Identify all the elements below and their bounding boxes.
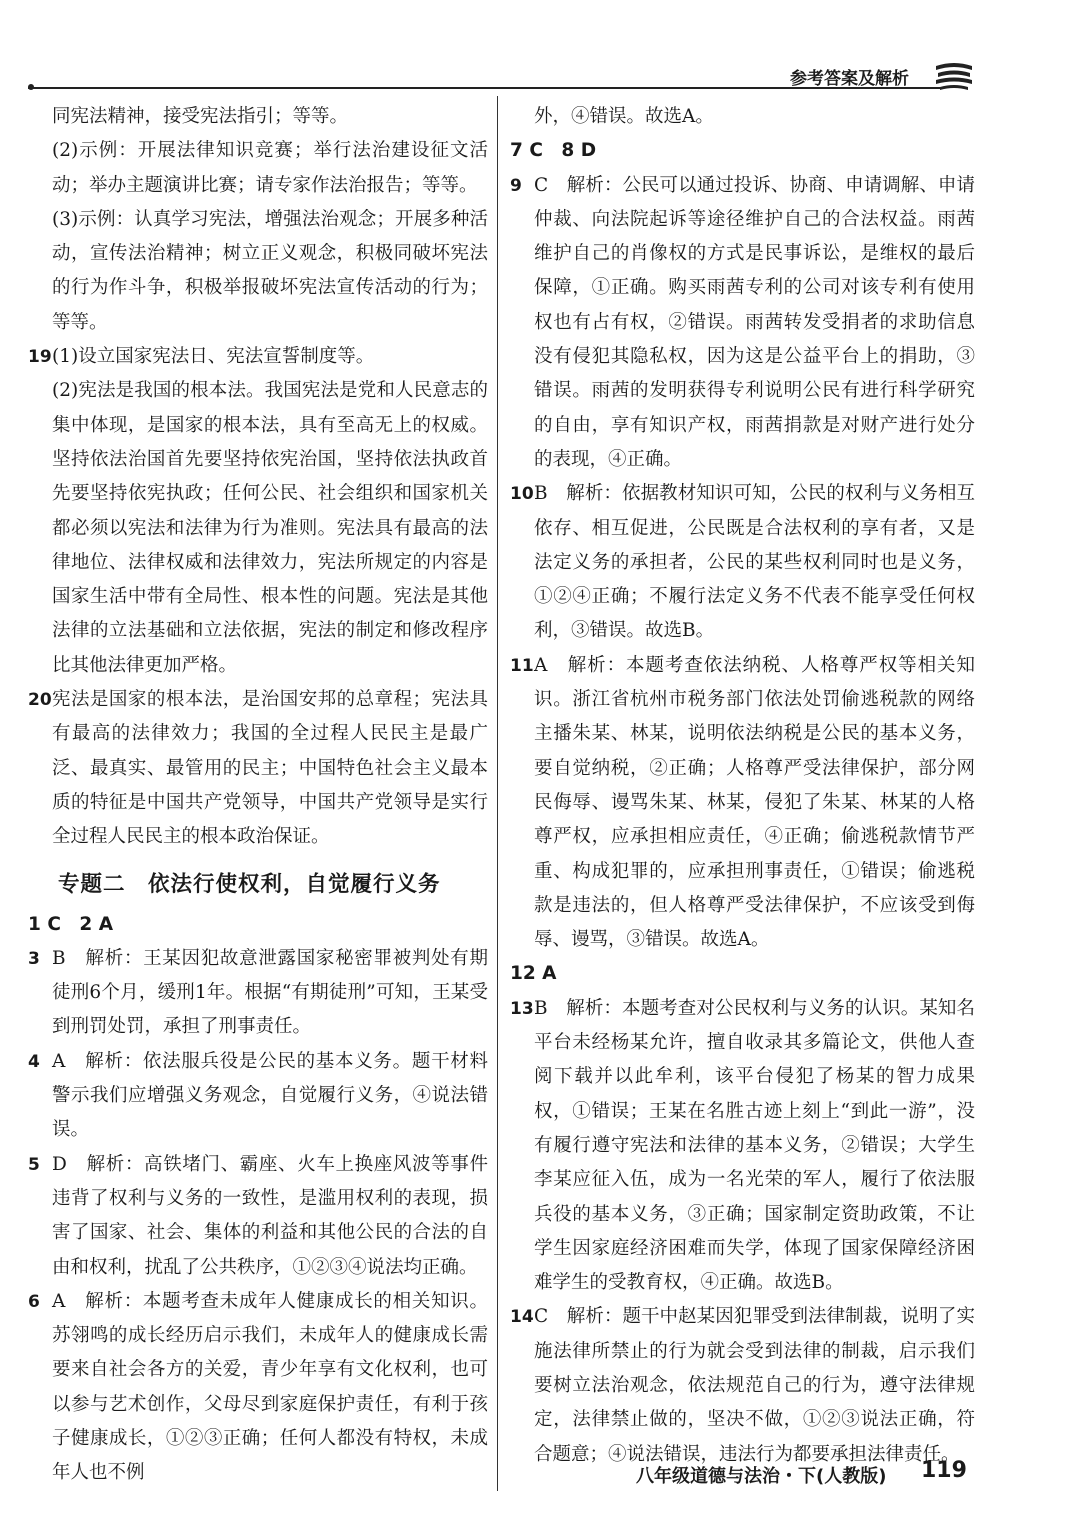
answer-text: C 解析：公民可以通过投诉、协商、申请调解、申请仲裁、向法院起诉等途径维护自己的合法权益。雨茜维护自己的肖像权的方式是民事诉讼，是维权的最后保障，①正确。购买雨茜专利的公司对该专利有使用权也有占有权，②错误。雨茜转发受捐者的求助信息没有侵犯其隐私权，因为这是公益平台上的捐助，③错误。雨茜的发明获得专利说明公民有进行科学研究的自由，享有知识产权，雨茜捐款是对财产进行处分的表现，④正确。 bbox=[534, 174, 975, 470]
answer-text: (2)宪法是我国的根本法。我国宪法是党和人民意志的集中体现，是国家的根本法，具有至高无上的权威。坚持依法治国首先要坚持依宪治国，坚持依法执政首先要坚持依宪执政；任何公民、社会组织和国家机关都必须以宪法和法律为行为准则。宪法具有最高的法律地位、法律权威和法律效力，宪法所规定的内容是国家生活中带有全局性、根本性的问题。宪法是其他法律的立法基础和立法依据，宪法的制定和修改程序比其他法律更加严格。 bbox=[52, 380, 488, 676]
answer-paragraph: (2)示例：开展法律知识竞赛；举行法治建设征文活动；举办主题演讲比赛；请专家作法治报告；等等。 bbox=[52, 140, 488, 196]
question-number: 14 bbox=[510, 1307, 534, 1328]
answer-4 bbox=[28, 1045, 488, 1148]
question-number: 11 bbox=[510, 655, 534, 676]
answer-19 bbox=[28, 340, 488, 683]
answer-10 bbox=[510, 477, 975, 648]
answer-12 bbox=[510, 957, 975, 991]
question-number: 10 bbox=[510, 484, 534, 505]
answer-5 bbox=[28, 1148, 488, 1285]
answer-1-2 bbox=[28, 908, 488, 942]
answer-3 bbox=[28, 942, 488, 1045]
section-title: 专题二 依法行使权利，自觉履行义务 bbox=[58, 871, 441, 897]
answer-7-8 bbox=[510, 134, 975, 168]
answer-text: B 解析：依据教材知识可知，公民的权利与义务相互依存、相互促进，公民既是合法权利的享有者，又是法定义务的承担者，公民的某些权利同时也是义务，①②④正确；不履行法定义务不代表不能享受任何权利，③错误。故选B。 bbox=[534, 483, 975, 642]
left-column bbox=[28, 100, 488, 1491]
answer-paragraph: 外，④错误。故选A。 bbox=[534, 106, 714, 127]
question-number: 9 bbox=[510, 175, 522, 196]
answer-paragraph: (3)示例：认真学习宪法，增强法治观念；开展多种活动，宣传法治精神；树立正义观念，积极同破坏宪法的行为作斗争，积极举报破坏宪法宣传活动的行为；等等。 bbox=[52, 208, 488, 333]
answer-14 bbox=[510, 1300, 975, 1471]
question-number: 3 bbox=[28, 948, 40, 969]
answer-9 bbox=[510, 169, 975, 478]
answer-text: B 解析：王某因犯故意泄露国家秘密罪被判处有期徒刑6个月，缓刑1年。根据“有期徒刑”可知，王某受到刑罚处罚，承担了刑事责任。 bbox=[52, 947, 488, 1038]
answer-20 bbox=[28, 683, 488, 854]
answer-text: 宪法是国家的根本法，是治国安邦的总章程；宪法具有最高的法律效力；我国的全过程人民民主是最广泛、最真实、最管用的民主；中国特色社会主义最本质的特征是中国共产党领导，中国共产党领导是实行全过程人民民主的根本政治保证。 bbox=[52, 689, 488, 848]
footer-book-title: 八年级道德与法治・下(人教版) bbox=[636, 1466, 887, 1487]
answer-paragraph: 同宪法精神，接受宪法指引；等等。 bbox=[52, 106, 349, 127]
question-number: 5 bbox=[28, 1154, 40, 1175]
answer-text: A 解析：本题考查未成年人健康成长的相关知识。苏翎鸣的成长经历启示我们，未成年人的健康成长需要来自社会各方的关爱，青少年享有文化权利，也可以参与艺术创作，父母尽到家庭保护责任，有利于孩子健康成长，①②③正确；任何人都没有特权，未成年人也不例 bbox=[52, 1290, 488, 1484]
answer-text: A 解析：本题考查依法纳税、人格尊严权等相关知识。浙江省杭州市税务部门依法处罚偷逃税款的网络主播朱某、林某，说明依法纳税是公民的基本义务，要自觉纳税，②正确；人格尊严受法律保护，部分网民侮辱、谩骂朱某、林某，侵犯了朱某、林某的人格尊严权，应承担相应责任，④正确；偷逃税款情节严重、构成犯罪的，应承担刑事责任，①错误；偷逃税款是违法的，但人格尊严受法律保护，不应该受到侮辱、谩骂，③错误。故选A。 bbox=[534, 654, 975, 951]
answer-text: 1 C 2 A bbox=[28, 913, 114, 935]
answer-text: C 解析：题干中赵某因犯罪受到法律制裁，说明了实施法律所禁止的行为就会受到法律的制裁，启示我们要树立法治观念，依法规范自己的行为，遵守法律规定，法律禁止做的，坚决不做，①②③说法正确，符合题意；④说法错误，违法行为都要承担法律责任。 bbox=[534, 1306, 975, 1465]
answer-11 bbox=[510, 649, 975, 958]
question-number: 6 bbox=[28, 1291, 40, 1312]
answer-13 bbox=[510, 992, 975, 1301]
question-number: 4 bbox=[28, 1051, 40, 1072]
answer-text: 7 C 8 D bbox=[510, 140, 597, 162]
answer-text: (1)设立国家宪法日、宪法宣誓制度等。 bbox=[52, 346, 375, 368]
answer-6 bbox=[28, 1285, 488, 1491]
answer-text: D 解析：高铁堵门、霸座、火车上换座风波等事件违背了权利与义务的一致性，是滥用权利的表现，损害了国家、社会、集体的利益和其他公民的合法的自由和权利，扰乱了公共秩序，①②③④说法均正确。 bbox=[52, 1153, 488, 1278]
header-title: 参考答案及解析 bbox=[790, 69, 909, 89]
answer-text: A 解析：依法服兵役是公民的基本义务。题干材料警示我们应增强义务观念，自觉履行义务，④说法错误。 bbox=[52, 1050, 488, 1141]
question-number: 13 bbox=[510, 998, 534, 1019]
column-divider bbox=[497, 96, 498, 1491]
page-number: 119 bbox=[921, 1458, 967, 1483]
book-stack-icon bbox=[934, 60, 974, 92]
question-number: 19 bbox=[28, 347, 52, 368]
answer-text: B 解析：本题考查对公民权利与义务的认识。某知名平台未经杨某允许，擅自收录其多篇论文，供他人查阅下载并以此牟利，该平台侵犯了杨某的智力成果权，①错误；王某在名胜古迹上刻上“到此一游”，没有履行遵守宪法和法律的基本义务，②错误；大学生李某应征入伍，成为一名光荣的军人，履行了依法服兵役的基本义务，③正确；国家制定资助政策，不让学生因家庭经济困难而失学，体现了国家保障经济困难学生的受教育权，④正确。故选B。 bbox=[534, 997, 975, 1294]
right-column bbox=[510, 100, 975, 1472]
question-number: 20 bbox=[28, 690, 52, 711]
answer-text: 12 A bbox=[510, 963, 557, 985]
